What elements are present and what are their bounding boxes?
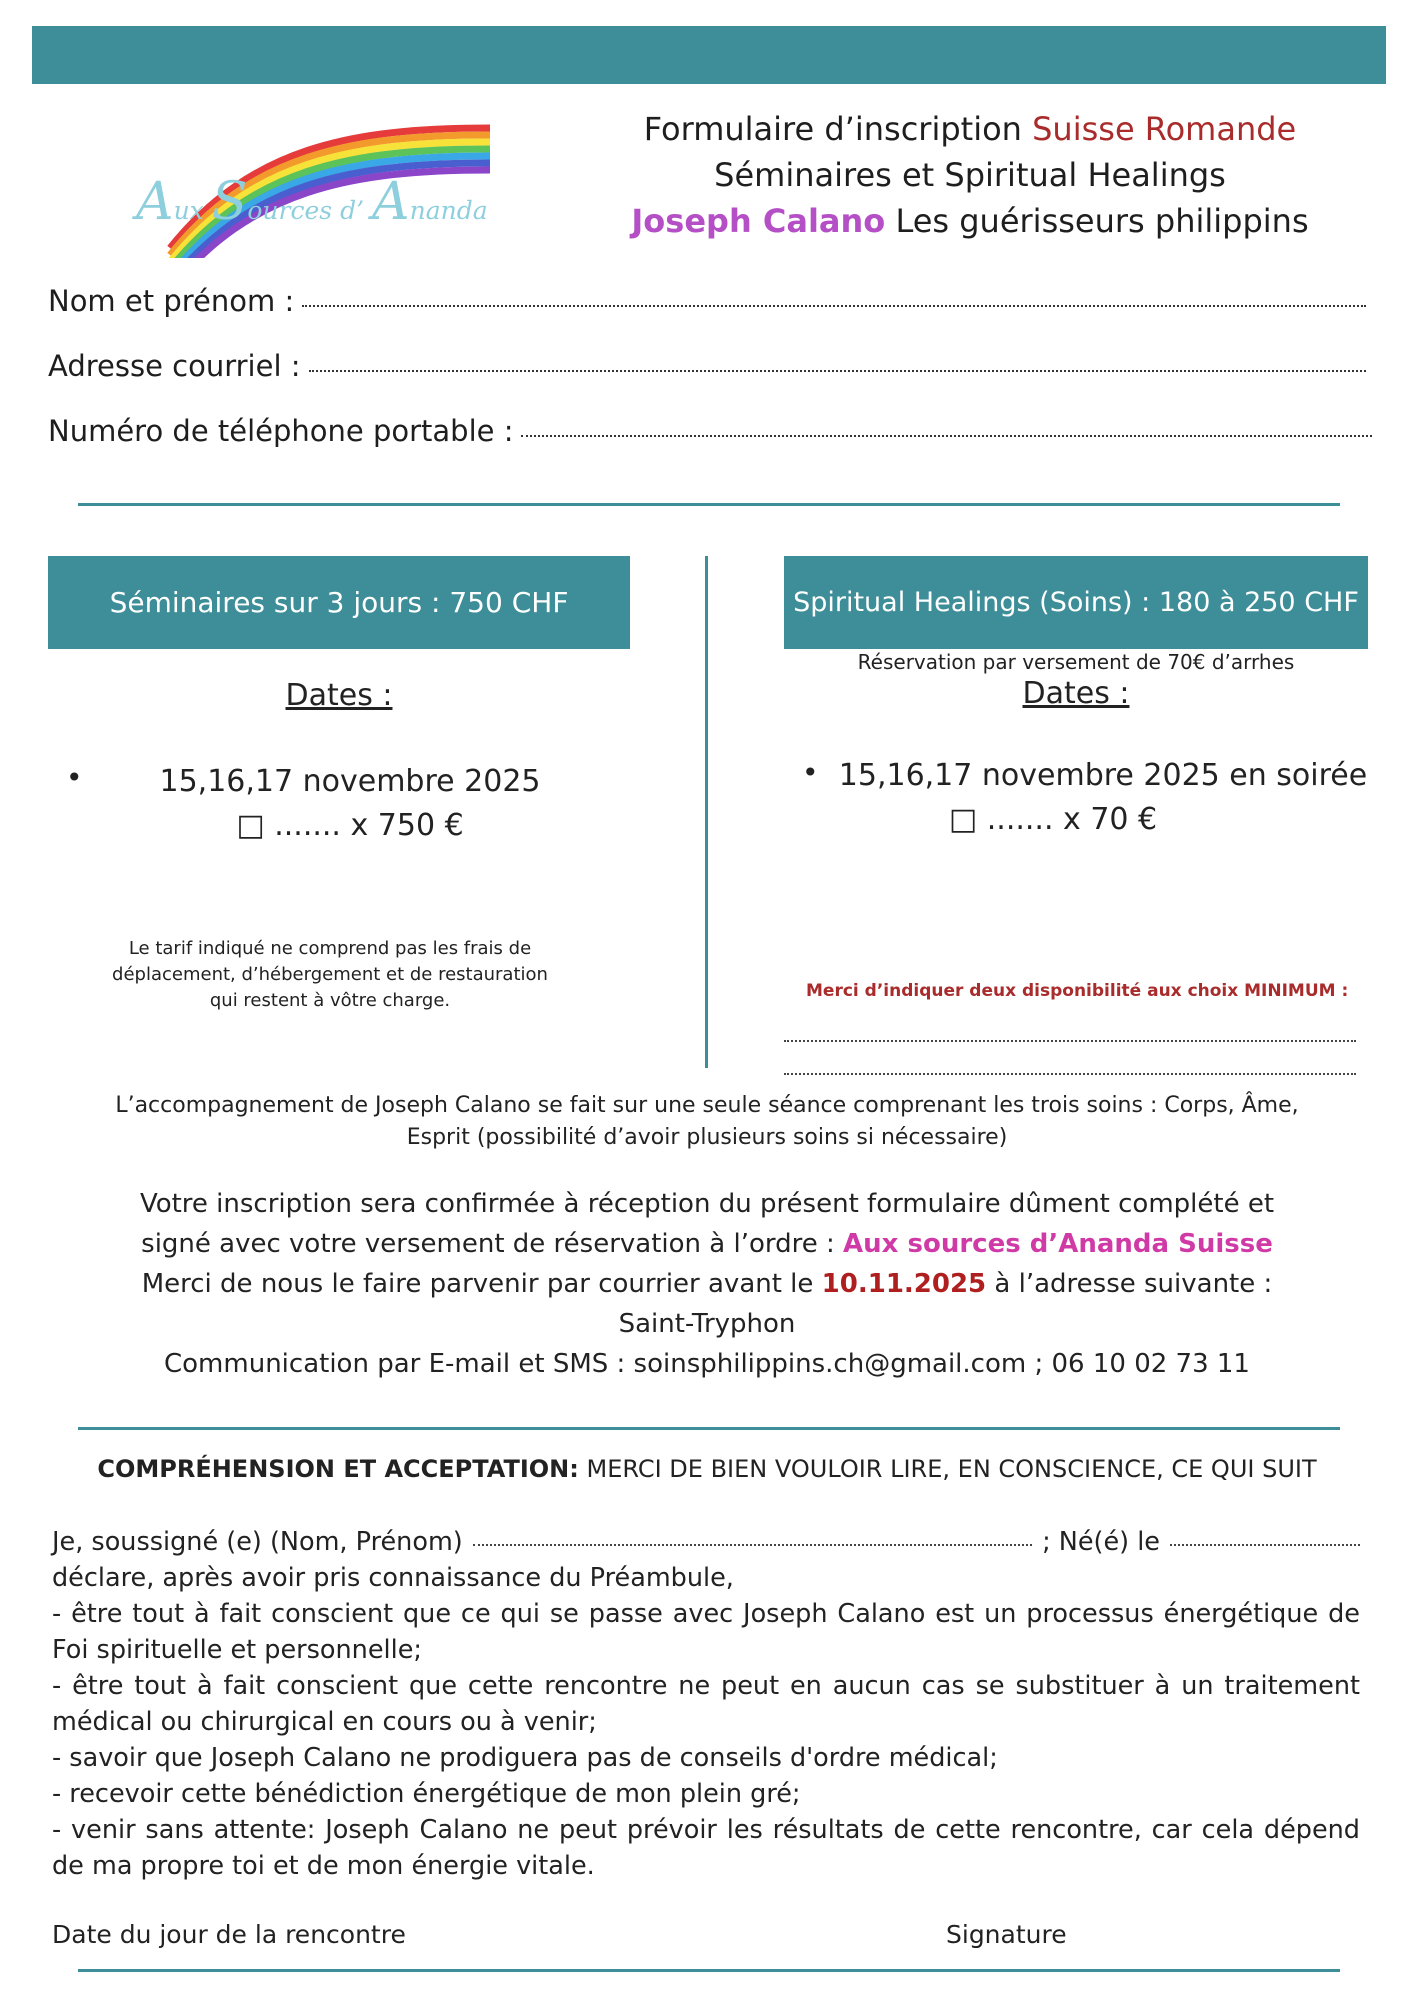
confirm-line2-prefix: signé avec votre versement de réservation à l’ordre : <box>141 1229 844 1259</box>
acceptance-item-4: - recevoir cette bénédiction énergétique de mon plein gré; <box>52 1779 801 1809</box>
email-label: Adresse courriel : <box>48 349 301 383</box>
phone-label: Numéro de téléphone portable : <box>48 414 514 448</box>
declarant-name-field[interactable] <box>473 1543 1032 1546</box>
title-region: Suisse Romande <box>1032 110 1297 148</box>
seminars-note-line2: déplacement, d’hébergement et de restauration <box>112 964 548 985</box>
divider-3 <box>78 1969 1340 1972</box>
seminars-note-line1: Le tarif indiqué ne comprend pas les frais de <box>128 938 532 959</box>
accompaniment-line2: Esprit (possibilité d’avoir plusieurs soins si nécessaire) <box>406 1125 1008 1150</box>
header-bar <box>32 26 1386 84</box>
column-divider <box>705 556 708 1068</box>
acceptance-item-2: - être tout à fait conscient que cette rencontre ne peut en aucun cas se substituer à un traitement médical ou chirurgical en cours ou à venir; <box>52 1671 1360 1737</box>
page-title-line3 <box>560 198 1380 244</box>
accompaniment-line1: L’accompagnement de Joseph Calano se fait sur une seule séance comprenant les trois soins : Corps, Âme, <box>115 1093 1299 1118</box>
divider-2 <box>78 1427 1340 1430</box>
confirm-line1: Votre inscription sera confirmée à réception du présent formulaire dûment complété et <box>139 1189 1275 1219</box>
preamble-line: déclare, après avoir pris connaissance du Préambule, <box>52 1563 734 1593</box>
title-prefix: Formulaire d’inscription <box>643 110 1033 148</box>
send-line <box>48 1264 1366 1304</box>
meeting-date-label: Date du jour de la rencontre <box>52 1920 406 1949</box>
acceptance-title <box>48 1455 1366 1483</box>
healings-date: 15,16,17 novembre 2025 en soirée <box>838 758 1368 793</box>
acceptance-body <box>52 1524 1360 1884</box>
phone-field[interactable] <box>48 414 1372 448</box>
healings-quantity-checkbox[interactable]: □ ....... x 70 € <box>948 802 1158 837</box>
email-field[interactable] <box>48 349 1366 383</box>
payee-name: Aux sources d’Ananda Suisse <box>843 1229 1273 1259</box>
send-prefix: Merci de nous le faire parvenir par courrier avant le <box>141 1269 822 1299</box>
divider-1 <box>78 503 1340 506</box>
acceptance-item-1: - être tout à fait conscient que ce qui se passe avec Joseph Calano est un processus énergétique de Foi spirituelle et personnelle; <box>52 1599 1360 1665</box>
title-healer-desc: Les guérisseurs philippins <box>885 202 1309 240</box>
healings-reservation: Réservation par versement de 70€ d’arrhes <box>857 650 1295 674</box>
confirm-line2 <box>48 1224 1366 1264</box>
seminars-quantity-checkbox[interactable]: □ ....... x 750 € <box>236 808 464 843</box>
name-label: Nom et prénom : <box>48 284 295 318</box>
contact-info: Communication par E-mail et SMS : soinsphilippins.ch@gmail.com ; 06 10 02 73 11 <box>164 1349 1250 1379</box>
seminars-bullet: • <box>66 761 83 794</box>
phone-dotted-line[interactable] <box>521 434 1372 437</box>
availability-line-1[interactable] <box>784 1040 1356 1042</box>
confirmation-text <box>48 1184 1366 1384</box>
acceptance-title-bold: COMPRÉHENSION ET ACCEPTATION: <box>97 1455 579 1483</box>
birth-date-field[interactable] <box>1170 1543 1360 1546</box>
seminars-date: 15,16,17 novembre 2025 <box>159 764 541 799</box>
acceptance-title-rest: MERCI DE BIEN VOULOIR LIRE, EN CONSCIENCE, CE QUI SUIT <box>578 1455 1317 1483</box>
seminars-dates-label: Dates : <box>285 678 393 713</box>
acceptance-item-3: - savoir que Joseph Calano ne prodiguera pas de conseils d'ordre médical; <box>52 1743 998 1773</box>
deadline-date: 10.11.2025 <box>821 1269 987 1299</box>
declarant-line <box>52 1524 1360 1560</box>
seminars-price-box: Séminaires sur 3 jours : 750 CHF <box>48 556 630 649</box>
send-suffix: à l’adresse suivante : <box>986 1269 1273 1299</box>
name-dotted-line[interactable] <box>302 304 1366 307</box>
page-title-line1 <box>560 106 1380 152</box>
seminars-note <box>80 936 580 1014</box>
page-title-line2: Séminaires et Spiritual Healings <box>714 156 1226 194</box>
availability-note: Merci d’indiquer deux disponibilité aux choix MINIMUM : <box>806 981 1349 1001</box>
healings-price-box: Spiritual Healings (Soins) : 180 à 250 CHF <box>784 556 1368 649</box>
name-field[interactable] <box>48 284 1366 318</box>
signature-label: Signature <box>946 1920 1067 1949</box>
healings-bullet: • <box>802 756 819 789</box>
logo-text: Aux Sources d’ Ananda <box>136 172 488 232</box>
mailing-address: Saint-Tryphon <box>618 1309 796 1339</box>
accompaniment-text <box>48 1090 1366 1154</box>
healings-dates-label: Dates : <box>1022 676 1130 711</box>
email-dotted-line[interactable] <box>309 369 1367 372</box>
acceptance-item-5: - venir sans attente: Joseph Calano ne peut prévoir les résultats de cette rencontre, car cela dépend de ma propre toi et de mon énergie vitale. <box>52 1815 1360 1881</box>
availability-line-2[interactable] <box>784 1073 1356 1075</box>
birth-label: ; Né(é) le <box>1042 1527 1160 1557</box>
title-healer-name: Joseph Calano <box>631 202 886 240</box>
seminars-note-line3: qui restent à vôtre charge. <box>209 990 451 1011</box>
declarant-label: Je, soussigné (e) (Nom, Prénom) <box>52 1527 463 1557</box>
